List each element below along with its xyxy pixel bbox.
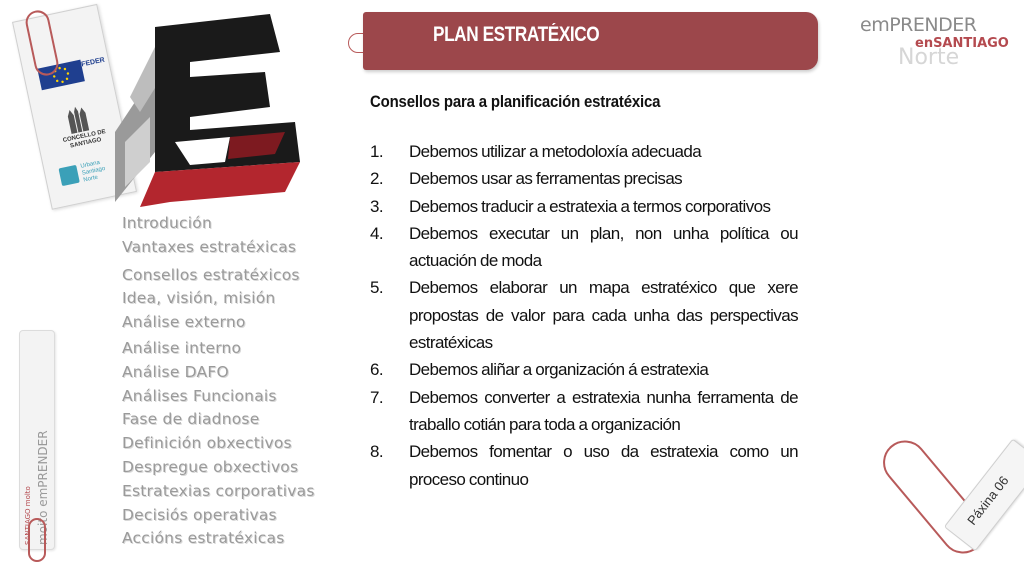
menu-item-vantaxes[interactable]: Vantaxes estratéxicas [122, 237, 297, 256]
es-cube-logo [110, 12, 310, 207]
list-number: 8. [370, 442, 383, 462]
menu-item-consellos[interactable]: Consellos estratéxicos [122, 265, 300, 284]
menu-item-introducion[interactable]: Introdución [122, 214, 212, 232]
menu-item-estratexias-corporativas[interactable]: Estratexias corporativas [122, 481, 315, 500]
list-item [370, 438, 798, 493]
brand-norte: Norte [898, 45, 960, 70]
urbana-logo-icon [58, 165, 79, 186]
list-item [370, 138, 798, 165]
concello-logo-text: CONCELLO DE SANTIAGO [62, 128, 107, 150]
menu-item-analise-dafo[interactable]: Análise DAFO [122, 362, 229, 381]
list-item [370, 165, 798, 192]
menu-item-analise-externo[interactable]: Análise externo [122, 313, 246, 332]
tips-list [370, 138, 798, 493]
menu-item-fase-diadnose[interactable]: Fase de diadnose [122, 410, 260, 429]
side-brand-small: SANTIAGO molto [24, 486, 32, 545]
feder-logo-text: FEDER [80, 56, 106, 69]
menu-item-idea-vision-mision[interactable]: Idea, visión, misión [122, 289, 276, 308]
content-heading: Consellos para a planificación estratéxica [370, 92, 661, 111]
brand-logo [858, 14, 1018, 74]
list-text: Debemos usar as ferramentas precisas [409, 169, 683, 189]
main-content [370, 92, 798, 493]
list-item [370, 356, 798, 383]
list-number: 2. [370, 169, 383, 189]
list-item [370, 193, 798, 220]
list-text: Debemos utilizar a metodoloxía adecuada [409, 142, 702, 161]
list-item [370, 274, 798, 356]
page-title: PLAN ESTRATÉXICO [433, 23, 600, 46]
menu-item-decisios-operativas[interactable]: Decisiós operativas [122, 505, 277, 524]
list-text: Debemos converter a estratexia nunha ferramenta de traballo cotián para toda a organización [409, 387, 798, 434]
list-number: 1. [370, 142, 383, 161]
menu-item-despregue-obxectivos[interactable]: Despregue obxectivos [122, 457, 299, 476]
menu-item-accions-estratexicas[interactable]: Accións estratéxicas [122, 529, 285, 548]
list-item [370, 384, 798, 439]
list-number: 3. [370, 196, 383, 216]
brand-emprender: emPRENDER [860, 14, 977, 36]
concello-logo-icon [64, 104, 91, 134]
side-brand-tag [19, 330, 55, 550]
list-number: 5. [370, 278, 383, 298]
title-banner [363, 12, 818, 70]
list-number: 4. [370, 223, 383, 243]
paperclip-side [28, 518, 46, 562]
menu-item-definicion-obxectivos[interactable]: Definición obxectivos [122, 434, 292, 453]
list-text: Debemos elaborar un mapa estratéxico que xere propostas de valor para cada unha das perspectivas estratéxicas [409, 278, 798, 353]
list-text: Debemos executar un plan, non unha política ou actuación de moda [409, 223, 798, 271]
list-text: Debemos traducir a estratexia a termos corporativos [409, 196, 771, 216]
list-item [370, 220, 798, 275]
page-number: Páxina 06 [964, 473, 1012, 528]
menu-item-analises-funcionais[interactable]: Análises Funcionais [122, 386, 277, 405]
list-text: Debemos aliñar a organización á estratexia [409, 360, 709, 380]
menu-item-analise-interno[interactable]: Análise interno [122, 338, 242, 357]
list-number: 7. [370, 387, 383, 407]
list-text: Debemos fomentar o uso da estratexia como un proceso continuo [409, 442, 798, 489]
section-menu [122, 212, 342, 551]
urbana-logo-text: Urbana Santiago Norte [80, 159, 106, 184]
side-brand-large: moito emPRENDER [36, 430, 50, 545]
list-number: 6. [370, 360, 383, 380]
brand-ensantiago: enSANTIAGO [915, 36, 1009, 51]
